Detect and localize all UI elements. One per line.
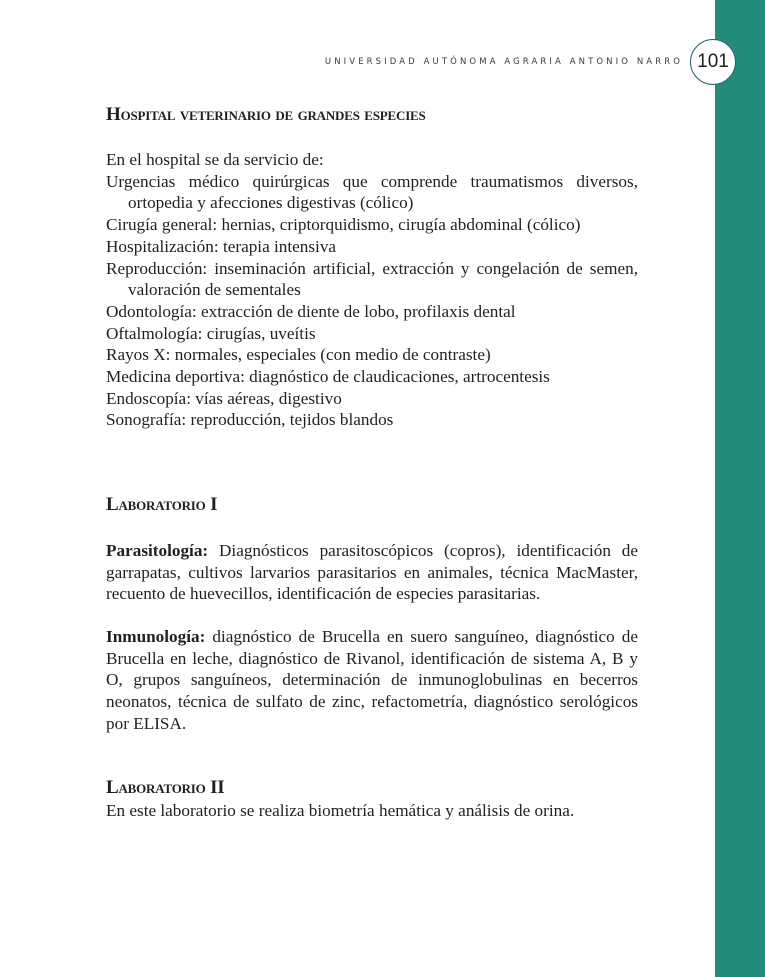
inmunologia-paragraph bbox=[106, 626, 638, 735]
side-color-band bbox=[715, 0, 765, 977]
section-title-lab2: Laboratorio II bbox=[106, 777, 225, 798]
section-title-hospital: Hospital veterinario de grandes especies bbox=[106, 104, 426, 125]
lab2-paragraph: En este laboratorio se realiza biometría hemática y análisis de orina. bbox=[106, 801, 575, 820]
services-intro: En el hospital se da servicio de: bbox=[106, 150, 324, 169]
service-item: Odontología: extracción de diente de lobo, profilaxis dental bbox=[106, 301, 516, 321]
page-number-badge: 101 bbox=[690, 39, 736, 85]
service-item: Endoscopía: vías aéreas, digestivo bbox=[106, 388, 342, 408]
inmunologia-label: Inmunología: bbox=[106, 627, 206, 646]
hospital-services-list bbox=[106, 149, 638, 431]
service-item: Medicina deportiva: diagnóstico de claudicaciones, artrocentesis bbox=[106, 367, 550, 387]
service-item: Rayos X: normales, especiales (con medio de contraste) bbox=[106, 345, 491, 365]
service-item: Oftalmología: cirugías, uveítis bbox=[106, 323, 316, 343]
running-header: UNIVERSIDAD AUTÓNOMA AGRARIA ANTONIO NARRO bbox=[324, 57, 683, 67]
service-item: Reproducción: inseminación artificial, extracción y congelación de semen, valoración de sementales bbox=[106, 258, 638, 300]
inmunologia-text: diagnóstico de Brucella en suero sanguíneo, diagnóstico de Brucella en leche, diagnóstico de Rivanol, identificación de sistema A, B y O, grupos sanguíneos, determinación de inmunoglobulinas en becerros neonatos, técnica de sulfato de zinc, refactometría, diagnóstico serológicos por ELISA. bbox=[106, 627, 638, 733]
service-item: Sonografía: reproducción, tejidos blandos bbox=[106, 410, 394, 430]
parasitologia-text: Diagnósticos parasitoscópicos (copros), identificación de garrapatas, cultivos larvarios parasitarios en animales, técnica MacMaster, recuento de huevecillos, identificación de especies parasitarias. bbox=[106, 541, 638, 604]
service-item: Hospitalización: terapia intensiva bbox=[106, 236, 337, 256]
section-title-lab1: Laboratorio I bbox=[106, 494, 218, 515]
parasitologia-label: Parasitología: bbox=[106, 541, 209, 560]
service-item: Urgencias médico quirúrgicas que comprende traumatismos diversos, ortopedia y afecciones digestivas (cólico) bbox=[106, 171, 638, 213]
parasitologia-paragraph bbox=[106, 540, 638, 605]
service-item: Cirugía general: hernias, criptorquidismo, cirugía abdominal (cólico) bbox=[106, 215, 581, 235]
